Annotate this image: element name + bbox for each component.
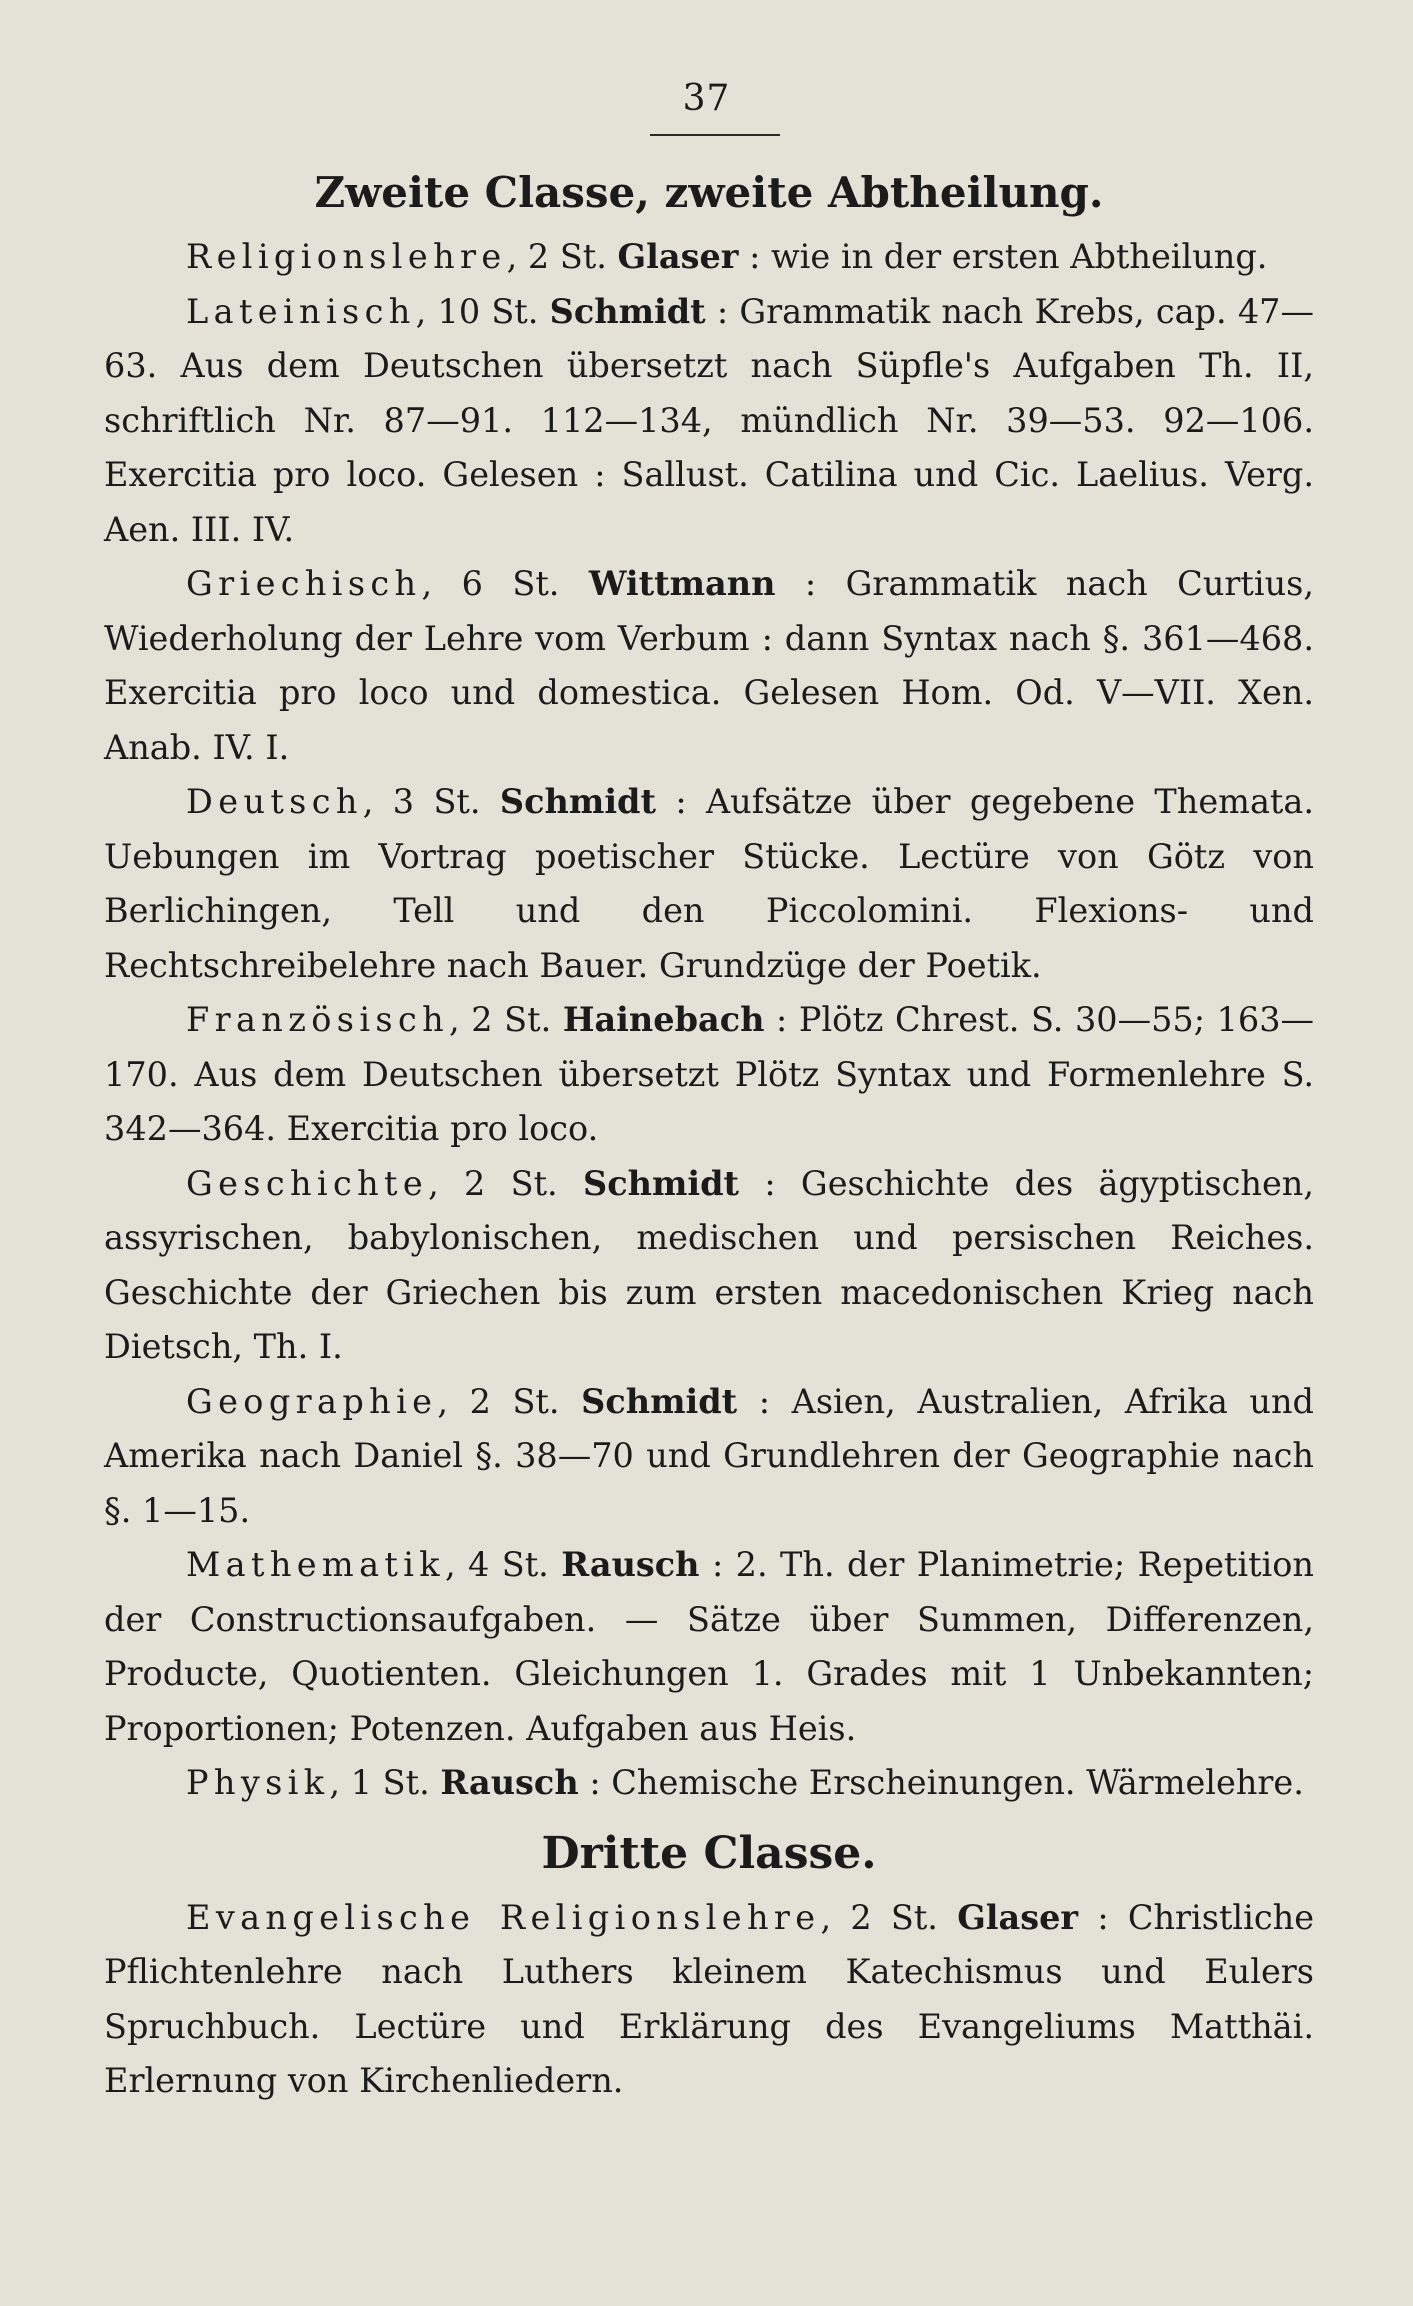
- teacher-name: Hainebach: [562, 1000, 765, 1039]
- entry-text: : Chemische Erscheinungen. Wärmelehre.: [578, 1763, 1304, 1802]
- subject-name: Physik: [186, 1763, 330, 1802]
- entry-geschichte: [104, 1157, 1314, 1375]
- teacher-name: Glaser: [957, 1897, 1079, 1937]
- entry-religionslehre: [104, 230, 1314, 285]
- page-content: [104, 160, 1314, 2109]
- hours: , 2 St.: [437, 1381, 582, 1421]
- hours: , 2 St.: [449, 1000, 563, 1039]
- entry-text: : Grammatik nach Krebs, cap. 47—63. Aus dem Deutschen übersetzt nach Süpfle's Aufgaben Th. II, schriftlich Nr. 87—91. 112—134, mündlich Nr. 39—53. 92—106. Exercitia pro loco. Gelesen : Sallust. Catilina und Cic. Laelius. Verg. Aen. III. IV.: [104, 291, 1314, 549]
- subject-name: Griechisch: [186, 564, 422, 603]
- entry-text: : Geschichte des ägyptischen, assyrischen, babylonischen, medischen und persischen Reiches. Geschichte der Griechen bis zum ersten macedonischen Krieg nach Dietsch, Th. I.: [104, 1163, 1314, 1366]
- teacher-name: Schmidt: [499, 782, 656, 821]
- hours: , 2 St.: [506, 237, 618, 276]
- section-heading-zweite-classe: Zweite Classe, zweite Abtheilung.: [314, 168, 1104, 217]
- teacher-name: Wittmann: [588, 564, 776, 603]
- page-number-rule: [650, 134, 780, 136]
- hours: , 6 St.: [421, 564, 589, 603]
- entry-text: : 2. Th. der Planimetrie; Repetition der Constructionsaufgaben. — Sätze über Summen, Differenzen, Producte, Quotienten. Gleichungen 1. Grades mit 1 Unbekannten; Proportionen; Potenzen. Aufgaben aus Heis.: [104, 1545, 1315, 1748]
- entry-lateinisch: [104, 285, 1314, 558]
- teacher-name: Glaser: [617, 237, 739, 276]
- hours: , 2 St.: [428, 1163, 583, 1203]
- subject-name: Geographie: [186, 1381, 438, 1421]
- teacher-name: Rausch: [440, 1763, 579, 1802]
- teacher-name: Rausch: [561, 1545, 700, 1584]
- subject-name: Lateinisch: [186, 291, 416, 331]
- teacher-name: Schmidt: [549, 291, 706, 331]
- subject-name: Französisch: [186, 1000, 450, 1039]
- subject-name: Mathematik: [186, 1545, 445, 1584]
- entry-griechisch: [104, 557, 1314, 775]
- hours: , 1 St.: [329, 1763, 441, 1802]
- subject-name: Geschichte: [186, 1163, 429, 1203]
- entry-franzoesisch: [104, 993, 1314, 1157]
- entry-mathematik: [104, 1538, 1314, 1756]
- entry-physik: [104, 1756, 1314, 1811]
- hours: , 3 St.: [362, 782, 500, 821]
- subject-name: Deutsch: [186, 782, 363, 821]
- subject-name: Evangelische Religionslehre: [186, 1897, 821, 1937]
- teacher-name: Schmidt: [583, 1163, 740, 1203]
- entry-text: : Aufsätze über gegebene Themata. Uebungen im Vortrag poetischer Stücke. Lectüre von Götz von Berlichingen, Tell und den Piccolomini. Flexions- und Rechtschreibelehre nach Bauer. Grundzüge der Poetik.: [104, 782, 1315, 985]
- entry-deutsch: [104, 775, 1314, 993]
- entry-text: : wie in der ersten Abtheilung.: [738, 237, 1268, 276]
- subject-name: Religionslehre: [186, 237, 507, 276]
- page-number: 37: [682, 78, 731, 119]
- hours: , 4 St.: [444, 1545, 562, 1584]
- section-heading-dritte-classe: Dritte Classe.: [541, 1827, 877, 1879]
- entry-text: : Asien, Australien, Afrika und Amerika nach Daniel §. 38—70 und Grundlehren der Geographie nach §. 1—15.: [104, 1381, 1315, 1530]
- teacher-name: Schmidt: [581, 1381, 738, 1421]
- entry-text: : Grammatik nach Curtius, Wiederholung der Lehre vom Verbum : dann Syntax nach §. 361—468. Exercitia pro loco und domestica. Gelesen Hom. Od. V—VII. Xen. Anab. IV. I.: [104, 564, 1314, 767]
- entry-geographie: [104, 1375, 1314, 1539]
- entry-text: : Plötz Chrest. S. 30—55; 163—170. Aus dem Deutschen übersetzt Plötz Syntax und Formenlehre S. 342—364. Exercitia pro loco.: [104, 1000, 1315, 1148]
- hours: , 10 St.: [415, 291, 550, 331]
- hours: , 2 St.: [820, 1897, 958, 1937]
- entry-text: : Christliche Pflichtenlehre nach Luthers kleinem Katechismus und Eulers Spruchbuch. Lectüre und Erklärung des Evangeliums Matthäi. Erlernung von Kirchenliedern.: [104, 1897, 1315, 2100]
- entry-evangelische-religionslehre: [104, 1891, 1314, 2109]
